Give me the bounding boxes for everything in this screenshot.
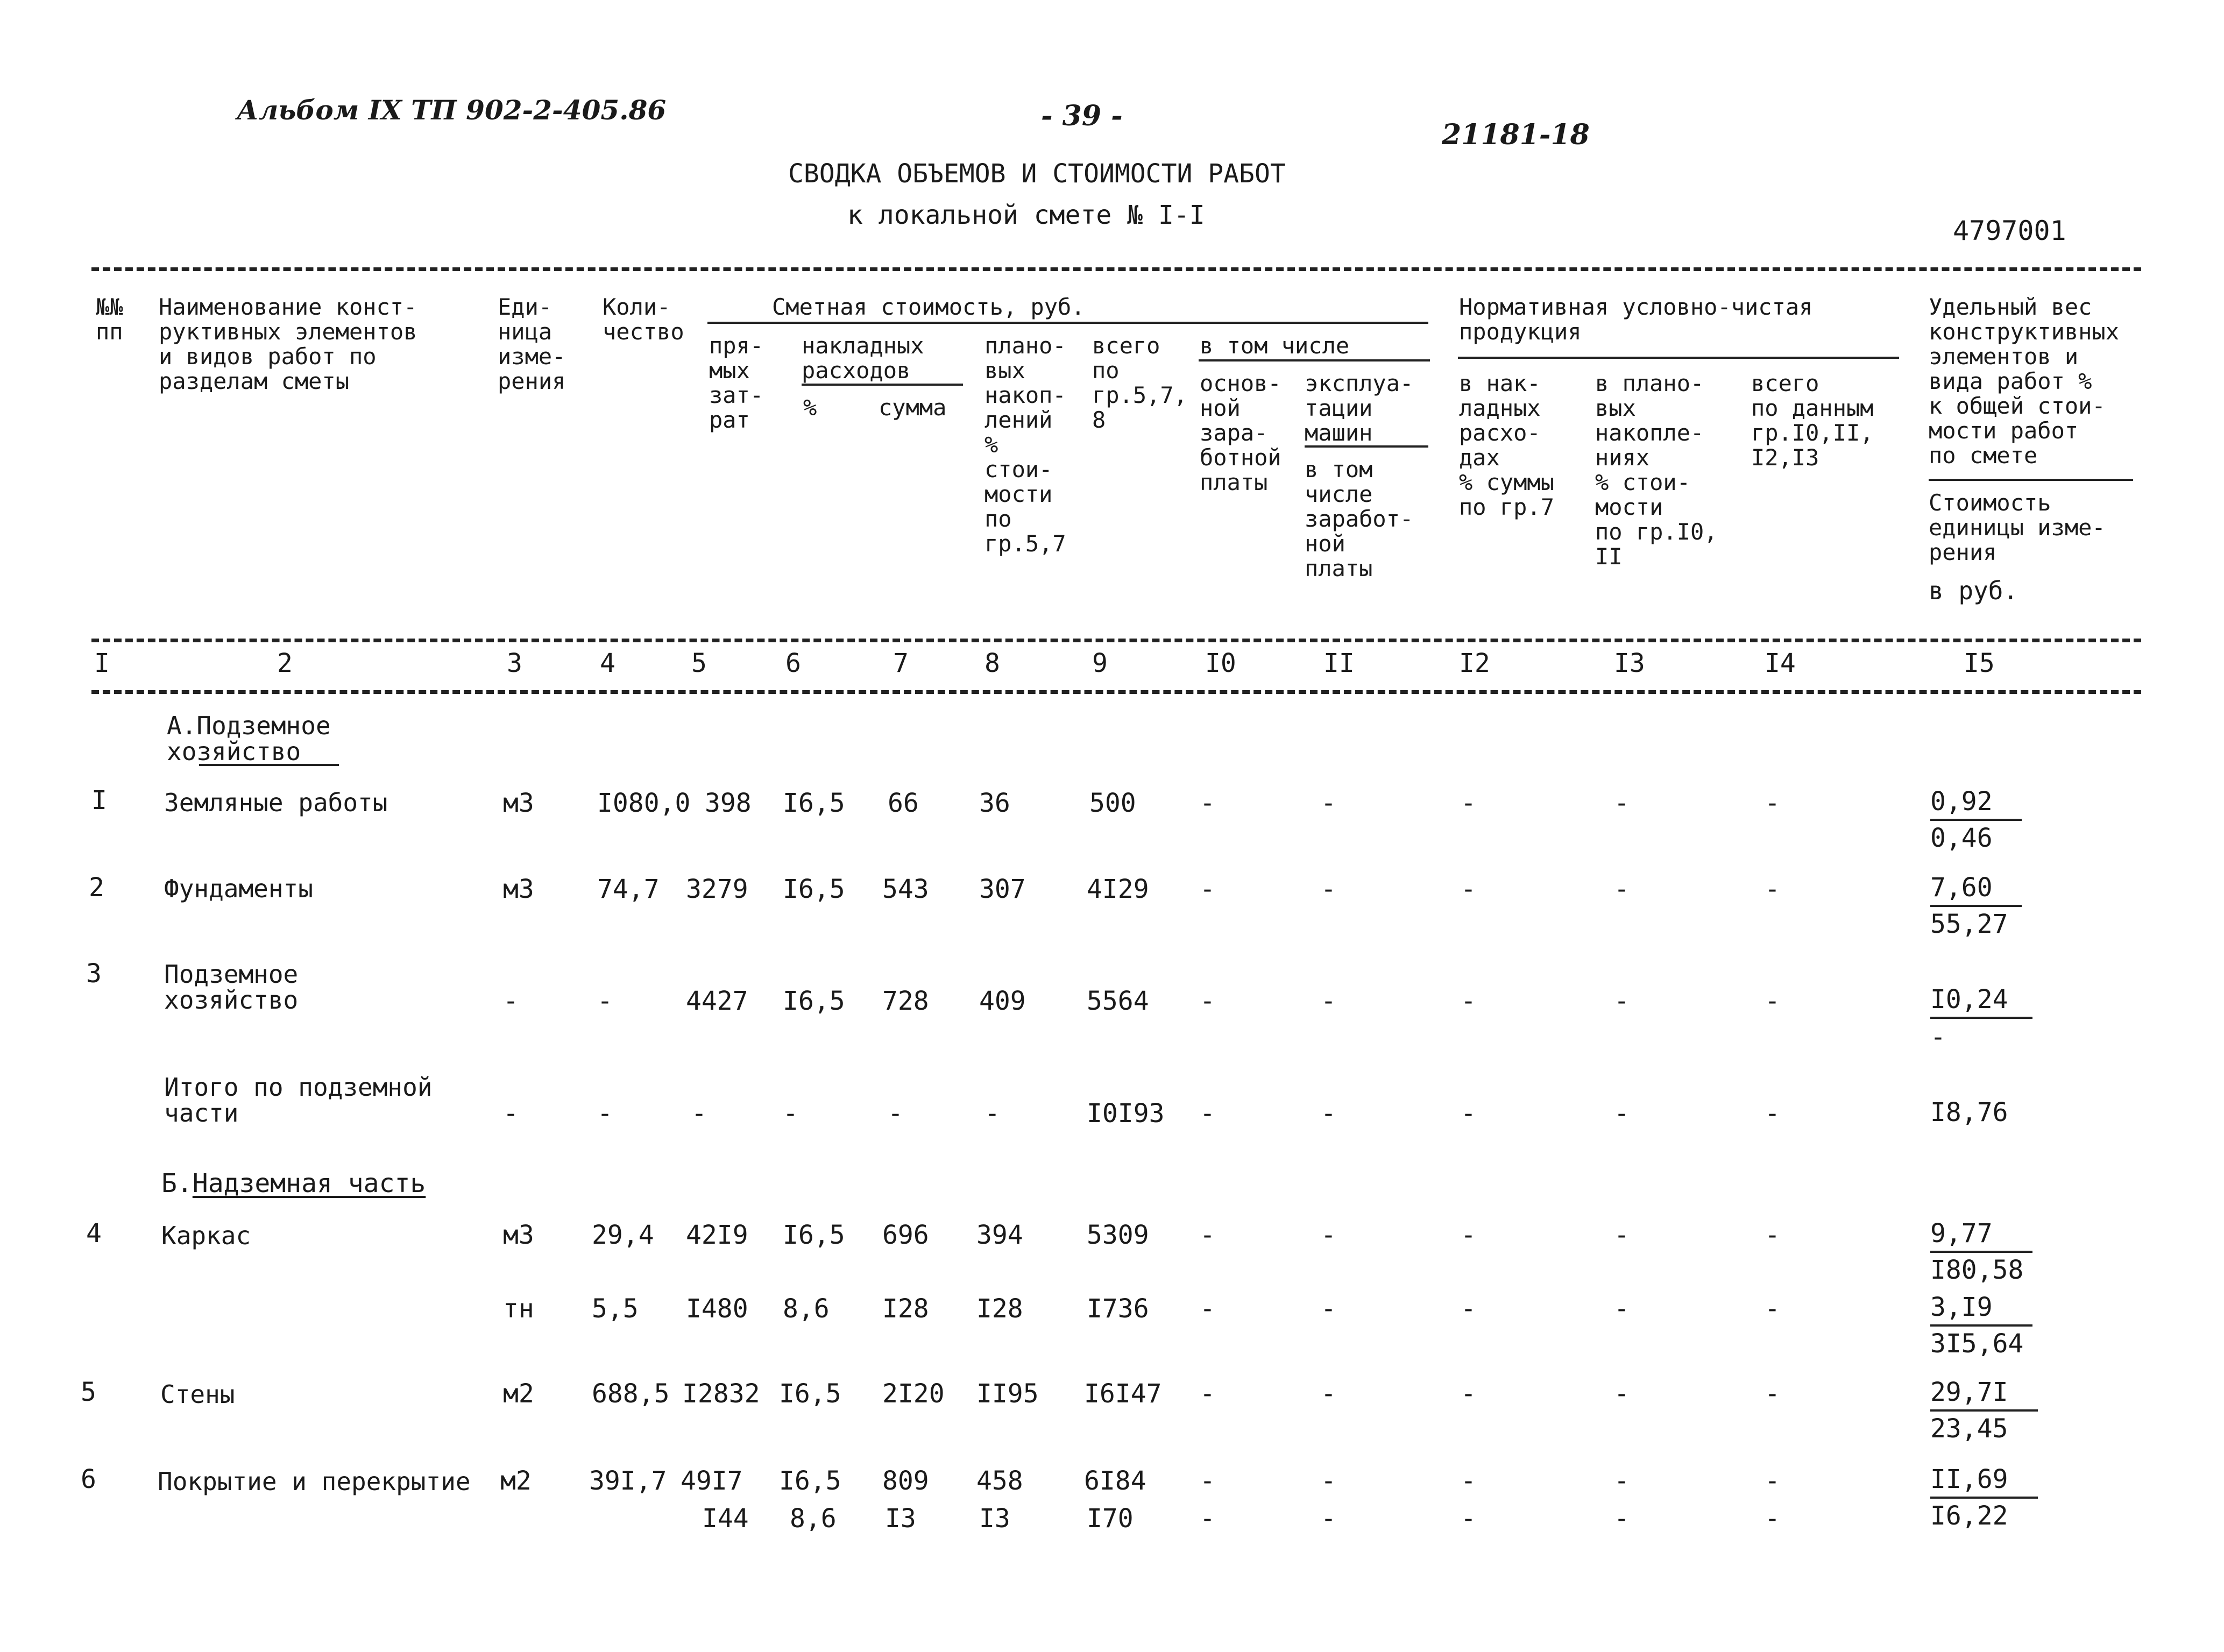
row-number: 5 <box>81 1377 96 1407</box>
row-base-wages: - <box>1200 1466 1215 1496</box>
row-norm-total: - <box>1765 788 1780 818</box>
row-planned-savings: 394 <box>976 1220 1023 1250</box>
row-base-wages: - <box>1200 1294 1215 1324</box>
col-head-overhead-percent: % <box>803 394 817 421</box>
row-total-cost: I70 <box>1087 1504 1134 1534</box>
row-norm-savings: - <box>1614 1466 1630 1496</box>
row-base-wages: - <box>1200 788 1215 818</box>
row-unit-price: I80,58 <box>1930 1255 2024 1285</box>
row-overhead-sum: I28 <box>882 1294 929 1324</box>
row-norm-overhead: - <box>1461 986 1476 1016</box>
row-overhead-percent: I6,5 <box>783 788 845 818</box>
col-num-6: 6 <box>785 648 801 678</box>
col-num-11: II <box>1323 648 1355 678</box>
row-unit-price: I6,22 <box>1930 1501 2008 1531</box>
row-unit: м2 <box>500 1466 532 1496</box>
col-head-norm-savings: в плано- вых накопле- ниях % стои- мости по гр.I0, II <box>1595 370 1718 570</box>
row-base-wages: - <box>1200 1504 1215 1534</box>
row-planned-savings: I3 <box>979 1504 1010 1534</box>
row-specific-weight: II,69 <box>1930 1464 2038 1499</box>
row-overhead-sum: 543 <box>882 874 929 904</box>
row-planned-savings: I28 <box>976 1294 1023 1324</box>
row-total-cost: I6I47 <box>1084 1379 1162 1409</box>
row-name: Каркас <box>161 1221 251 1250</box>
row-overhead-sum: - <box>888 1098 903 1129</box>
row-direct-costs: 3279 <box>686 874 748 904</box>
row-norm-total: - <box>1765 1466 1780 1496</box>
row-norm-total: - <box>1765 1379 1780 1409</box>
row-total-cost: I736 <box>1087 1294 1149 1324</box>
row-quantity: 74,7 <box>597 874 660 904</box>
row-unit-price: 23,45 <box>1930 1414 2008 1444</box>
col-head-base-wages: основ- ной зара- ботной платы <box>1200 370 1281 495</box>
section-b-prefix: Б. <box>161 1168 193 1199</box>
row-machine-operation: - <box>1321 1294 1336 1324</box>
row-quantity: 688,5 <box>592 1379 670 1409</box>
row-unit: м3 <box>503 1220 534 1250</box>
row-unit: м3 <box>503 874 534 904</box>
row-norm-overhead: - <box>1461 1379 1476 1409</box>
page-title: СВОДКА ОБЪЕМОВ И СТОИМОСТИ РАБОТ <box>788 159 1286 189</box>
row-unit: - <box>503 1098 519 1129</box>
col-group-estimated-cost: Сметная стоимость, руб. <box>772 294 1085 320</box>
row-planned-savings: 307 <box>979 874 1026 904</box>
row-direct-costs: I480 <box>686 1294 748 1324</box>
col-num-7: 7 <box>893 648 909 678</box>
row-specific-weight: 9,77 <box>1930 1218 2032 1253</box>
row-name: Подземное хозяйство <box>164 960 299 1015</box>
row-number: 6 <box>81 1464 96 1494</box>
row-direct-costs: 49I7 <box>681 1466 743 1496</box>
col-num-12: I2 <box>1459 648 1490 678</box>
row-name: Покрытие и перекрытие <box>158 1467 471 1496</box>
col-head-unit: Еди- ница изме- рения <box>498 294 566 394</box>
row-overhead-percent: I6,5 <box>779 1379 841 1409</box>
row-machine-operation: - <box>1321 1466 1336 1496</box>
row-norm-overhead: - <box>1461 1098 1476 1129</box>
row-overhead-sum: I3 <box>885 1504 916 1534</box>
row-quantity: 29,4 <box>592 1220 654 1250</box>
row-name: Земляные работы <box>164 788 388 817</box>
row-name: Фундаменты <box>164 874 313 903</box>
section-b-text: Надземная часть <box>192 1168 426 1199</box>
row-norm-overhead: - <box>1461 874 1476 904</box>
col-num-14: I4 <box>1765 648 1796 678</box>
row-number: 3 <box>86 959 102 989</box>
col-head-machine-wages: в том числе заработ- ной платы <box>1305 456 1414 582</box>
row-norm-total: - <box>1765 1294 1780 1324</box>
row-base-wages: - <box>1200 986 1215 1016</box>
group-overhead-rule <box>802 384 963 386</box>
row-specific-weight-total: I8,76 <box>1930 1097 2008 1128</box>
row-total-cost: 5564 <box>1087 986 1149 1016</box>
row-machine-operation: - <box>1321 1504 1336 1534</box>
row-quantity: I080,0 <box>597 788 691 818</box>
section-b-title <box>161 1168 426 1199</box>
row-quantity: 5,5 <box>592 1294 639 1324</box>
row-machine-operation: - <box>1321 788 1336 818</box>
row-name: Стены <box>160 1380 235 1409</box>
page-number: - 39 - <box>1041 100 1123 132</box>
row-norm-savings: - <box>1614 1504 1630 1534</box>
col-head-name: Наименование конст- руктивных элементов и видов работ по разделам сметы <box>159 294 417 394</box>
row-number: 4 <box>86 1218 102 1249</box>
row-norm-savings: - <box>1614 788 1630 818</box>
row-planned-savings: 36 <box>979 788 1010 818</box>
row-norm-overhead: - <box>1461 1466 1476 1496</box>
row-norm-savings: - <box>1614 1294 1630 1324</box>
col-head-overhead-sum: сумма <box>879 394 947 421</box>
row-unit-price: 3I5,64 <box>1930 1329 2024 1359</box>
row-planned-savings: 458 <box>976 1466 1023 1496</box>
row-number: I <box>91 785 107 816</box>
row-unit: м2 <box>503 1379 534 1409</box>
row-norm-savings: - <box>1614 1098 1630 1129</box>
row-specific-weight: 0,92 <box>1930 786 2022 821</box>
row-base-wages: - <box>1200 1379 1215 1409</box>
row-overhead-percent: I6,5 <box>783 986 845 1016</box>
machine-operation-rule <box>1305 445 1428 448</box>
col-head-planned-savings: плано- вых накоп- лений % стои- мости по гр.5,7 <box>984 332 1066 557</box>
row-norm-total: - <box>1765 1220 1780 1250</box>
album-reference: Альбом IX ТП 902-2-405.86 <box>237 94 667 126</box>
row-total-cost: 5309 <box>1087 1220 1149 1250</box>
page-subtitle: к локальной смете № I-I <box>847 200 1205 230</box>
group-norm-rule <box>1458 357 1899 359</box>
col-head-total-cost: всего по гр.5,7, 8 <box>1092 332 1188 433</box>
row-planned-savings: II95 <box>976 1379 1039 1409</box>
col-group-normative-net-production: Нормативная условно-чистая продукция <box>1459 294 1813 345</box>
row-overhead-sum: 696 <box>882 1220 929 1250</box>
col-head-unit-cost: Стоимость единицы изме- рения <box>1929 490 2106 565</box>
row-norm-savings: - <box>1614 986 1630 1016</box>
col-group-overhead: накладных расходов <box>802 332 924 384</box>
row-norm-total: - <box>1765 874 1780 904</box>
row-total-cost: 500 <box>1089 788 1136 818</box>
col-num-3: 3 <box>507 648 522 678</box>
row-name: Итого по подземной части <box>164 1073 433 1128</box>
row-direct-costs: - <box>691 1098 707 1129</box>
col-num-10: I0 <box>1205 648 1236 678</box>
row-norm-overhead: - <box>1461 1504 1476 1534</box>
col-num-4: 4 <box>600 648 615 678</box>
row-overhead-percent: I6,5 <box>783 1220 845 1250</box>
section-a-title: А.Подземное хозяйство <box>167 711 331 766</box>
row-direct-costs: 398 <box>705 788 752 818</box>
row-total-cost: 4I29 <box>1087 874 1149 904</box>
row-machine-operation: - <box>1321 986 1336 1016</box>
row-base-wages: - <box>1200 874 1215 904</box>
row-overhead-sum: 66 <box>888 788 919 818</box>
row-machine-operation: - <box>1321 1379 1336 1409</box>
table-top-rule <box>91 267 2141 271</box>
group-cost-rule <box>707 322 1428 324</box>
col-num-8: 8 <box>984 648 1000 678</box>
row-quantity: - <box>597 986 613 1016</box>
col-head-norm-overhead: в нак- ладных расхо- дах % суммы по гр.7 <box>1459 370 1555 520</box>
column-numbers-top-rule <box>91 639 2141 642</box>
row-norm-overhead: - <box>1461 788 1476 818</box>
col-num-13: I3 <box>1614 648 1645 678</box>
inventory-number: 4797001 <box>1953 215 2066 246</box>
row-norm-total: - <box>1765 986 1780 1016</box>
col-num-9: 9 <box>1092 648 1108 678</box>
row-number: 2 <box>89 873 104 903</box>
row-unit: тн <box>503 1294 534 1324</box>
row-unit-price: - <box>1930 1022 1946 1052</box>
row-overhead-percent: 8,6 <box>783 1294 830 1324</box>
row-overhead-sum: 809 <box>882 1466 929 1496</box>
row-norm-savings: - <box>1614 874 1630 904</box>
row-norm-total: - <box>1765 1504 1780 1534</box>
row-machine-operation: - <box>1321 1098 1336 1129</box>
col-head-specific-weight: Удельный вес конструктивных элементов и вида работ % к общей стои- мости работ по смете <box>1929 294 2120 469</box>
col-num-2: 2 <box>277 648 293 678</box>
row-unit: - <box>503 986 519 1016</box>
row-norm-overhead: - <box>1461 1294 1476 1324</box>
row-overhead-percent: I6,5 <box>779 1466 841 1496</box>
row-overhead-percent: - <box>783 1098 798 1129</box>
row-overhead-percent: I6,5 <box>783 874 845 904</box>
section-a-underline <box>199 764 339 766</box>
col-head-quantity: Коли- чество <box>603 294 684 345</box>
row-overhead-sum: 728 <box>882 986 929 1016</box>
col-head-unit-cost-rub: в руб. <box>1929 576 2018 605</box>
row-overhead-percent: 8,6 <box>790 1504 837 1534</box>
row-machine-operation: - <box>1321 1220 1336 1250</box>
column-numbers-bottom-rule <box>91 690 2141 694</box>
row-overhead-sum: 2I20 <box>882 1379 945 1409</box>
row-planned-savings: 409 <box>979 986 1026 1016</box>
row-unit-price: 55,27 <box>1930 909 2008 939</box>
col-num-15: I5 <box>1964 648 1995 678</box>
col-head-number: №№ пп <box>96 294 123 345</box>
row-direct-costs: 42I9 <box>686 1220 748 1250</box>
col-num-1: I <box>94 648 110 678</box>
row-base-wages: - <box>1200 1098 1215 1129</box>
col15-divider-rule <box>1929 479 2133 481</box>
row-unit: м3 <box>503 788 534 818</box>
col-head-norm-total: всего по данным гр.I0,II, I2,I3 <box>1751 370 1874 471</box>
row-specific-weight: 29,7I <box>1930 1377 2038 1412</box>
col-head-machine-operation: эксплуа- тации машин <box>1305 370 1414 446</box>
row-norm-savings: - <box>1614 1379 1630 1409</box>
row-norm-savings: - <box>1614 1220 1630 1250</box>
row-quantity: 39I,7 <box>589 1466 667 1496</box>
row-specific-weight: 3,I9 <box>1930 1292 2032 1327</box>
row-quantity: - <box>597 1098 613 1129</box>
group-including-rule <box>1199 359 1430 361</box>
row-specific-weight: 7,60 <box>1930 873 2022 907</box>
row-base-wages: - <box>1200 1220 1215 1250</box>
row-specific-weight: I0,24 <box>1930 984 2032 1019</box>
row-direct-costs: I2832 <box>682 1379 760 1409</box>
col-num-5: 5 <box>691 648 707 678</box>
row-planned-savings: - <box>984 1098 1000 1129</box>
document-code: 21181-18 <box>1442 118 1590 151</box>
row-machine-operation: - <box>1321 874 1336 904</box>
row-norm-overhead: - <box>1461 1220 1476 1250</box>
row-total-cost: I0I93 <box>1087 1098 1165 1129</box>
row-norm-total: - <box>1765 1098 1780 1129</box>
row-total-cost: 6I84 <box>1084 1466 1146 1496</box>
row-direct-costs: 4427 <box>686 986 748 1016</box>
row-direct-costs: I44 <box>702 1504 749 1534</box>
col-head-direct-costs: пря- мых зат- рат <box>709 332 764 433</box>
col-group-including: в том числе <box>1200 332 1350 359</box>
row-unit-price: 0,46 <box>1930 823 1993 853</box>
